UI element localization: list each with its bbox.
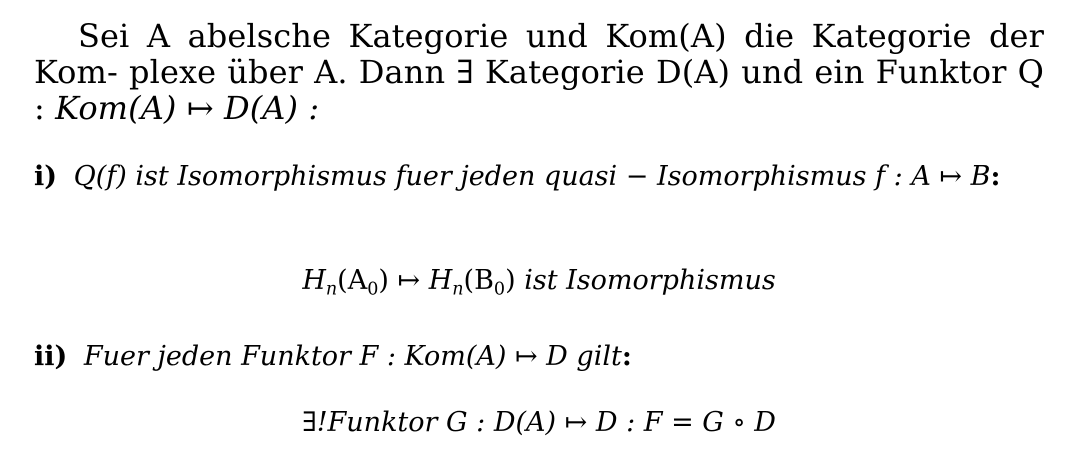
theorem-block bbox=[34, 18, 1044, 126]
formula-part: (A bbox=[337, 265, 368, 296]
intro-paragraph bbox=[34, 18, 1044, 126]
formula-part: ) bbox=[505, 265, 516, 296]
intro-line-2: plexe über A. Dann ∃ Kategorie D(A) und ein Funktor Q : bbox=[34, 53, 1044, 127]
formula-part: ) bbox=[378, 265, 389, 296]
formula-subscript: 0 bbox=[493, 279, 506, 300]
formula-part: H bbox=[428, 265, 453, 296]
formula-part: (B bbox=[463, 265, 494, 296]
item-label: ii) bbox=[34, 341, 68, 372]
display-equation-ii bbox=[34, 406, 1044, 440]
formula-subscript: 0 bbox=[367, 279, 379, 300]
formula-subscript: n bbox=[452, 279, 464, 300]
formula-part: ∃!Funktor G : D(A) ↦ D : F = G ∘ D bbox=[302, 407, 776, 438]
maps-to-arrow: ↦ bbox=[388, 265, 429, 296]
item-statement: Q(f) ist Isomorphismus fuer jeden quasi − Isomorphismus f : A ↦ B bbox=[73, 161, 991, 192]
intro-line-1: Sei A abelsche Kategorie und Kom(A) die Kategorie der Kom- bbox=[34, 17, 1044, 91]
formula-subscript: n bbox=[325, 279, 338, 300]
item-ii bbox=[34, 340, 632, 374]
intro-line-3: Kom(A) ↦ D(A) : bbox=[55, 89, 320, 127]
item-colon: : bbox=[621, 341, 632, 372]
item-colon: : bbox=[990, 161, 1001, 192]
formula-part: ist Isomorphismus bbox=[515, 265, 776, 296]
item-i bbox=[34, 160, 1000, 194]
formula-part: H bbox=[302, 265, 326, 296]
display-equation-i bbox=[34, 264, 1044, 298]
item-statement: Fuer jeden Funktor F : Kom(A) ↦ D gilt bbox=[83, 341, 622, 372]
item-label: i) bbox=[34, 161, 58, 192]
